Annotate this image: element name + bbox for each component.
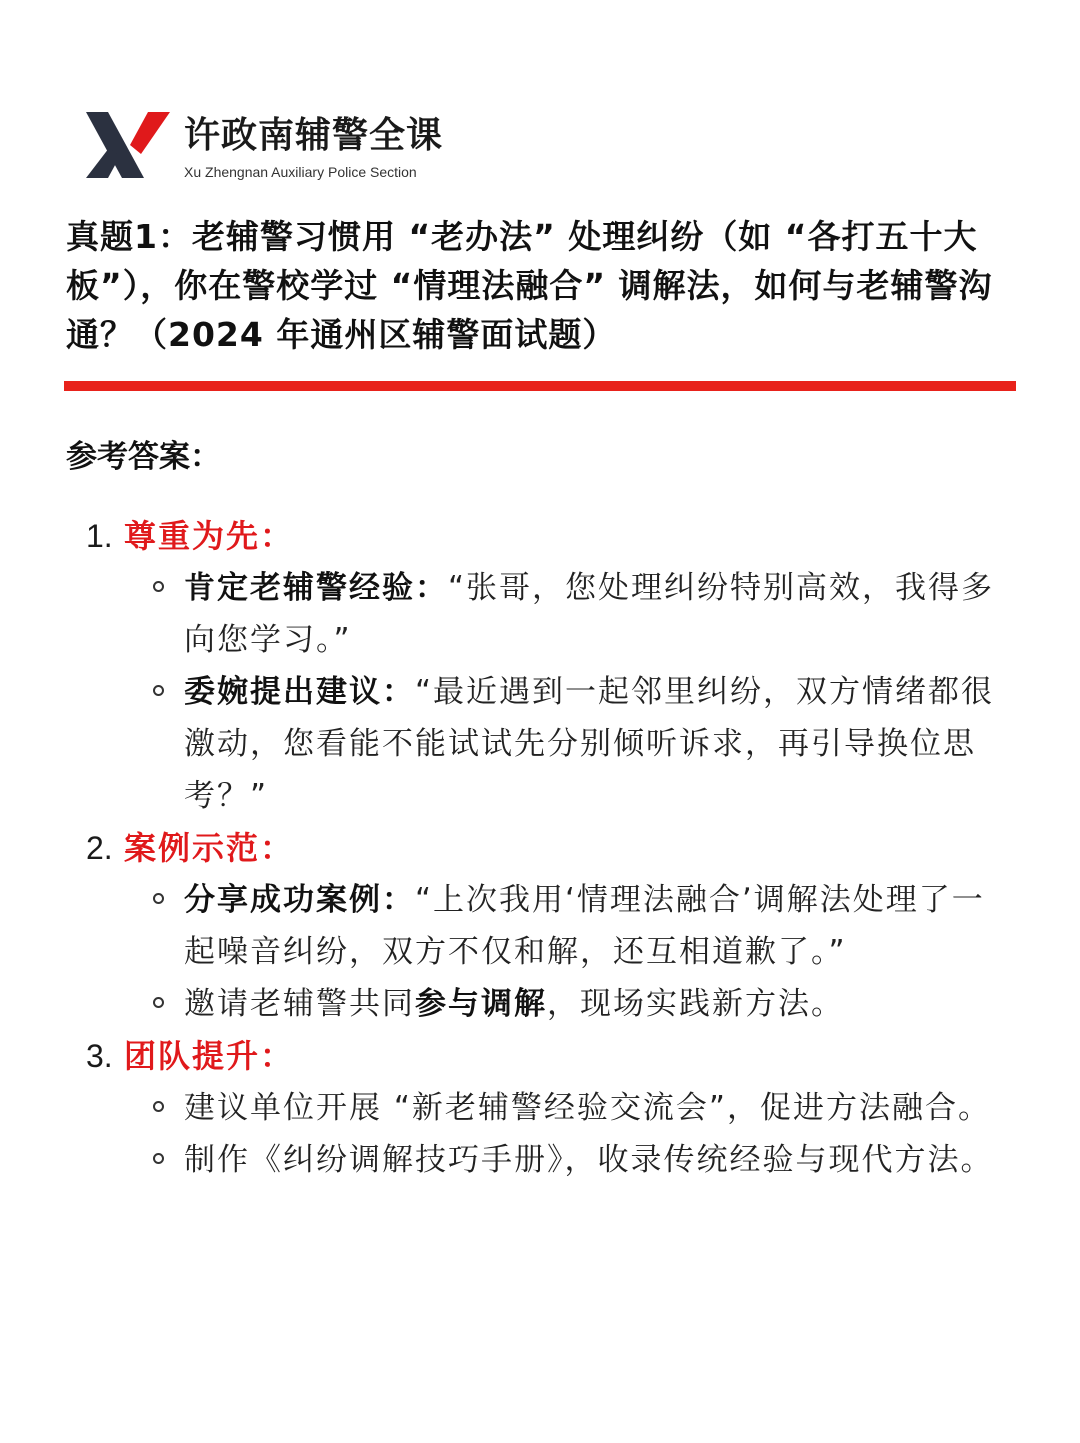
list-item xyxy=(0,978,1000,1030)
question-title: 真题1：老辅警习惯用 “老办法” 处理纠纷（如 “各打五十大板”），你在警校学过 “情理法融合” 调解法，如何与老辅警沟通？（2024 年通州区辅警面试题） xyxy=(66,217,993,354)
section-title: 案例示范： xyxy=(124,829,295,867)
list-item xyxy=(0,1134,1000,1186)
bullet-text: “最近遇到一起邻里纠纷，双方情绪都很激动，您看能不能试试先分别倾听诉求，再引导换位思考？” xyxy=(184,674,995,814)
section-case-demo xyxy=(0,822,1080,1030)
section-number: 1. xyxy=(86,518,113,554)
circle-bullet-icon xyxy=(153,997,164,1008)
logo-name-en: Xu Zhengnan Auxiliary Police Section xyxy=(184,164,417,180)
list-item xyxy=(0,666,1000,822)
circle-bullet-icon xyxy=(153,685,164,696)
section-title: 尊重为先： xyxy=(124,517,295,555)
list-item xyxy=(0,874,1000,978)
section-heading xyxy=(0,1030,1080,1082)
logo-name-cn: 许政南辅警全课 xyxy=(184,115,444,156)
bullet-bold-label: 分享成功案例： xyxy=(184,882,415,918)
brand-logo xyxy=(86,112,443,180)
section-number: 3. xyxy=(86,1038,113,1074)
section-heading xyxy=(0,822,1080,874)
bullet-text-pre: 邀请老辅警共同 xyxy=(184,986,415,1022)
answer-heading: 参考答案： xyxy=(66,439,221,475)
logo-text xyxy=(184,114,443,180)
bullet-bold-label: 参与调解 xyxy=(415,986,547,1022)
section-title: 团队提升： xyxy=(124,1037,295,1075)
bullet-text: 建议单位开展 “新老辅警经验交流会”，促进方法融合。 xyxy=(184,1090,991,1126)
bullet-text: “上次我用‘情理法融合’调解法处理了一起噪音纠纷，双方不仅和解，还互相道歉了。” xyxy=(184,882,985,970)
list-item xyxy=(0,562,1000,666)
circle-bullet-icon xyxy=(153,893,164,904)
bullet-bold-label: 委婉提出建议： xyxy=(184,674,415,710)
circle-bullet-icon xyxy=(153,1101,164,1112)
bullet-bold-label: 肯定老辅警经验： xyxy=(184,570,448,606)
section-heading xyxy=(0,510,1080,562)
section-respect-first xyxy=(0,510,1080,822)
section-team-improvement xyxy=(0,1030,1080,1186)
circle-bullet-icon xyxy=(153,581,164,592)
bullet-text: “张哥，您处理纠纷特别高效，我得多向您学习。” xyxy=(184,570,995,658)
bullet-text-post: ，现场实践新方法。 xyxy=(547,986,844,1022)
red-divider xyxy=(64,381,1016,391)
list-item xyxy=(0,1082,1000,1134)
section-number: 2. xyxy=(86,830,113,866)
x-logo-icon xyxy=(86,112,170,178)
circle-bullet-icon xyxy=(153,1153,164,1164)
bullet-text: 制作《纠纷调解技巧手册》，收录传统经验与现代方法。 xyxy=(184,1142,994,1178)
answer-sections xyxy=(0,510,1080,1186)
